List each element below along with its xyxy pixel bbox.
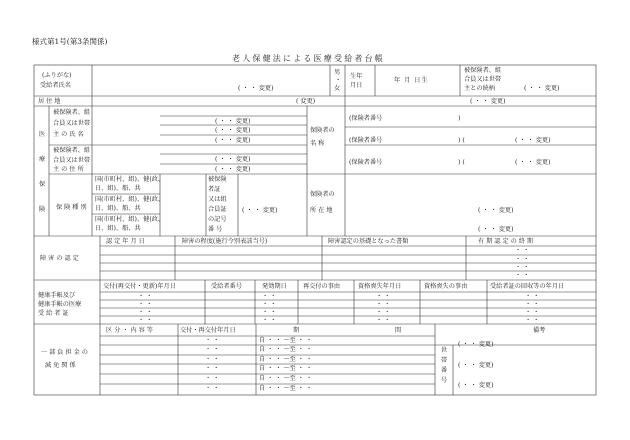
copay-period-6: 自 ・ ・ 〜至 ・ ・ — [259, 385, 313, 392]
card-label-3: 又は組 — [208, 196, 227, 203]
handbook-header-5: 資格喪失年月日 — [358, 283, 402, 290]
handbook-label-1: 健康手帳及び — [38, 292, 76, 299]
ledger-date-2: ( ・ ・ 変更) — [458, 362, 494, 369]
copay-dots-2: ・ ・ — [205, 346, 220, 353]
handbook-header-3: 発効期日 — [262, 283, 287, 290]
handbook-dots-6: ・ ・ — [262, 301, 277, 308]
handbook-header-2: 受給者番号 — [211, 283, 242, 290]
insured-addr-date-1: ( ・ ・ 変更) — [215, 156, 251, 163]
handbook-dots-2: ・ ・ — [138, 301, 153, 308]
relation-label-2: 合員又は世帯 — [464, 76, 502, 83]
copay-label-2: 減 免 関 係 — [45, 362, 76, 369]
insurance-side-3: 保 — [39, 181, 46, 188]
recipient-name-date: ( ・ ・ 変更) — [238, 85, 274, 92]
insured-addr-label-1: 被保険者、組 — [53, 147, 91, 154]
dob-label-1: 生年 — [350, 73, 363, 80]
insured-name-date-3: ( ・ ・ 変更) — [215, 137, 251, 144]
recipient-name-label: 受給者氏名 — [40, 82, 71, 89]
ledger-date-3: ( ・ ・ 変更) — [458, 382, 494, 389]
address-date-1: ( 変更) — [296, 98, 316, 105]
insurer-name-label-1: 保険者の — [310, 127, 335, 134]
insurance-type-2b: 日、組)、船、共 — [95, 205, 141, 212]
ledger-label-2: 帯 — [441, 357, 448, 364]
insurance-type-2a: 国(市町村、組)、健(政、 — [95, 196, 165, 203]
handbook-dots-15: ・ ・ — [525, 309, 540, 316]
copay-dots-6: ・ ・ — [205, 385, 220, 392]
handbook-header-1: 交付(再交付・更新)年月日 — [103, 283, 176, 290]
form-label: 様式第1号(第3条関係) — [32, 37, 108, 46]
card-label-2: 者証 — [208, 186, 221, 193]
form-title: 老人保健法による医療受給者台帳 — [232, 54, 385, 63]
insured-addr-label-2: 合員又は世帯 — [53, 157, 91, 164]
insurer-number-3-mid: ) ( — [458, 159, 465, 166]
furigana-label: (ふりがな) — [42, 72, 72, 79]
insurer-number-1-close: ) — [458, 115, 461, 122]
insurer-number-2-mid: ) ( — [458, 137, 465, 144]
handbook-label-3: 受 給 者 証 — [38, 310, 69, 317]
handbook-dots-12: ・ ・ — [376, 317, 391, 324]
address-label: 居 住 地 — [38, 98, 61, 105]
insurer-addr-date-2: ( ・ ・ 変更) — [478, 226, 514, 233]
copay-dots-1: ・ ・ — [205, 337, 220, 344]
copay-label-1: 一 部 負 担 金 の — [41, 349, 88, 356]
handbook-dots-16: ・ ・ — [525, 317, 540, 324]
copay-header-5: 備考 — [533, 327, 546, 334]
disability-header-4: 有 期 認 定 の 終 期 — [478, 238, 534, 245]
insurance-type-3b: 日、組)、船、共 — [95, 225, 141, 232]
sex-label-3: 女 — [334, 85, 341, 92]
insurer-addr-date-1: ( ・ ・ 変更) — [478, 207, 514, 214]
ledger-label-1: 世 — [441, 347, 448, 354]
insurance-side-4: 険 — [39, 206, 46, 213]
handbook-header-6: 資格喪失の事由 — [424, 283, 468, 290]
copay-header-1: 区 分 ・ 内 容 等 — [106, 327, 153, 334]
insured-addr-date-2: ( ・ ・ 変更) — [215, 166, 251, 173]
handbook-dots-14: ・ ・ — [525, 301, 540, 308]
insurer-number-3-date: ( ・ ・ 変更) — [515, 159, 551, 166]
card-label-1: 被保険 — [208, 176, 227, 183]
insured-name-label-2: 合員又は世帯 — [53, 120, 91, 127]
relation-label-3: 主との続柄 — [464, 85, 495, 92]
disability-header-2: 障害の程度(施行令別表該当号) — [182, 238, 268, 245]
disability-header-3: 障害認定の基礎となった書類 — [328, 238, 409, 245]
card-date: ( ・ ・ 変更) — [242, 207, 278, 214]
insured-name-label-1: 被保険者、組 — [53, 109, 91, 116]
copay-dots-3: ・ ・ — [205, 356, 220, 363]
copay-header-4: 間 — [395, 327, 402, 334]
handbook-dots-13: ・ ・ — [525, 293, 540, 300]
handbook-dots-10: ・ ・ — [376, 301, 391, 308]
copay-period-4: 自 ・ ・ 〜至 ・ ・ — [259, 365, 313, 372]
copay-header-3: 期 — [293, 327, 300, 334]
insurer-number-2: (保険者番号 — [349, 137, 383, 144]
ledger-date-1: ( ・ ・ 変更) — [458, 341, 494, 348]
relation-date: ( ・ ・ 変更) — [524, 85, 560, 92]
insurance-type-1a: 国(市町村、組)、健(政、 — [95, 176, 165, 183]
handbook-dots-5: ・ ・ — [262, 293, 277, 300]
insurer-addr-label-1: 保険者の — [310, 191, 335, 198]
copay-period-3: 自 ・ ・ 〜至 ・ ・ — [259, 356, 313, 363]
handbook-dots-3: ・ ・ — [138, 309, 153, 316]
handbook-header-4: 再交付の事由 — [303, 283, 341, 290]
handbook-dots-4: ・ ・ — [138, 317, 153, 324]
copay-dots-4: ・ ・ — [205, 365, 220, 372]
insurance-type-label: 保 険 種 別 — [56, 204, 87, 211]
card-label-4: 合員証 — [208, 206, 227, 213]
disability-dots-4: ・ ・ — [515, 272, 530, 279]
sex-label-1: 男 — [334, 69, 341, 76]
copay-period-2: 自 ・ ・ 〜至 ・ ・ — [259, 346, 313, 353]
disability-label: 障 害 の 認 定 — [40, 255, 79, 262]
ledger-label-3: 番 — [441, 367, 448, 374]
card-label-6: 番 号 — [208, 226, 223, 233]
disability-dots-2: ・ ・ — [515, 256, 530, 263]
insured-name-label-3: 主 の 氏 名 — [53, 131, 84, 138]
handbook-dots-1: ・ ・ — [138, 293, 153, 300]
handbook-dots-7: ・ ・ — [262, 309, 277, 316]
insurance-type-3a: 国(市町村、組)、健(政、 — [95, 216, 165, 223]
dob-value: 年 月 日生 — [394, 77, 429, 84]
address-date-2: ( ・ ・ 変更) — [470, 98, 506, 105]
insurer-number-1: (保険者番号 — [349, 115, 383, 122]
disability-dots-3: ・ ・ — [515, 264, 530, 271]
insurance-side-2: 療 — [39, 156, 46, 163]
insurer-name-label-2: 名 称 — [310, 140, 325, 147]
ledger-label-4: 号 — [441, 377, 448, 384]
copay-period-1: 自 ・ ・ 〜至 ・ ・ — [259, 337, 313, 344]
insured-name-date-2: ( ・ ・ 変更) — [215, 127, 251, 134]
sex-label-2: ・ — [335, 77, 342, 84]
disability-dots-1: ・ ・ — [515, 247, 530, 254]
handbook-label-2: 健康手帳の医療 — [38, 301, 82, 308]
relation-label-1: 被保険者、組 — [464, 67, 502, 74]
copay-header-2: 交付・再交付年月日 — [180, 327, 236, 334]
insurer-number-2-date: ( ・ ・ 変更) — [515, 137, 551, 144]
insured-name-date-1: ( ・ ・ 変更) — [215, 118, 251, 125]
handbook-dots-8: ・ ・ — [262, 317, 277, 324]
insurance-type-1b: 日、組)、船、共 — [95, 185, 141, 192]
insurer-number-3: (保険者番号 — [349, 159, 383, 166]
card-label-5: の記号 — [208, 216, 227, 223]
insurance-side-1: 医 — [39, 131, 46, 138]
copay-dots-5: ・ ・ — [205, 375, 220, 382]
handbook-dots-9: ・ ・ — [376, 293, 391, 300]
disability-header-1: 認 定 年 月 日 — [106, 238, 145, 245]
dob-label-2: 月日 — [350, 82, 363, 89]
copay-period-5: 自 ・ ・ 〜至 ・ ・ — [259, 375, 313, 382]
insurer-addr-label-2: 所 在 地 — [310, 207, 333, 214]
handbook-dots-11: ・ ・ — [376, 309, 391, 316]
handbook-header-7: 受給者証の回収等の年月日 — [490, 283, 565, 290]
insured-addr-label-3: 主 の 住 所 — [53, 166, 84, 173]
